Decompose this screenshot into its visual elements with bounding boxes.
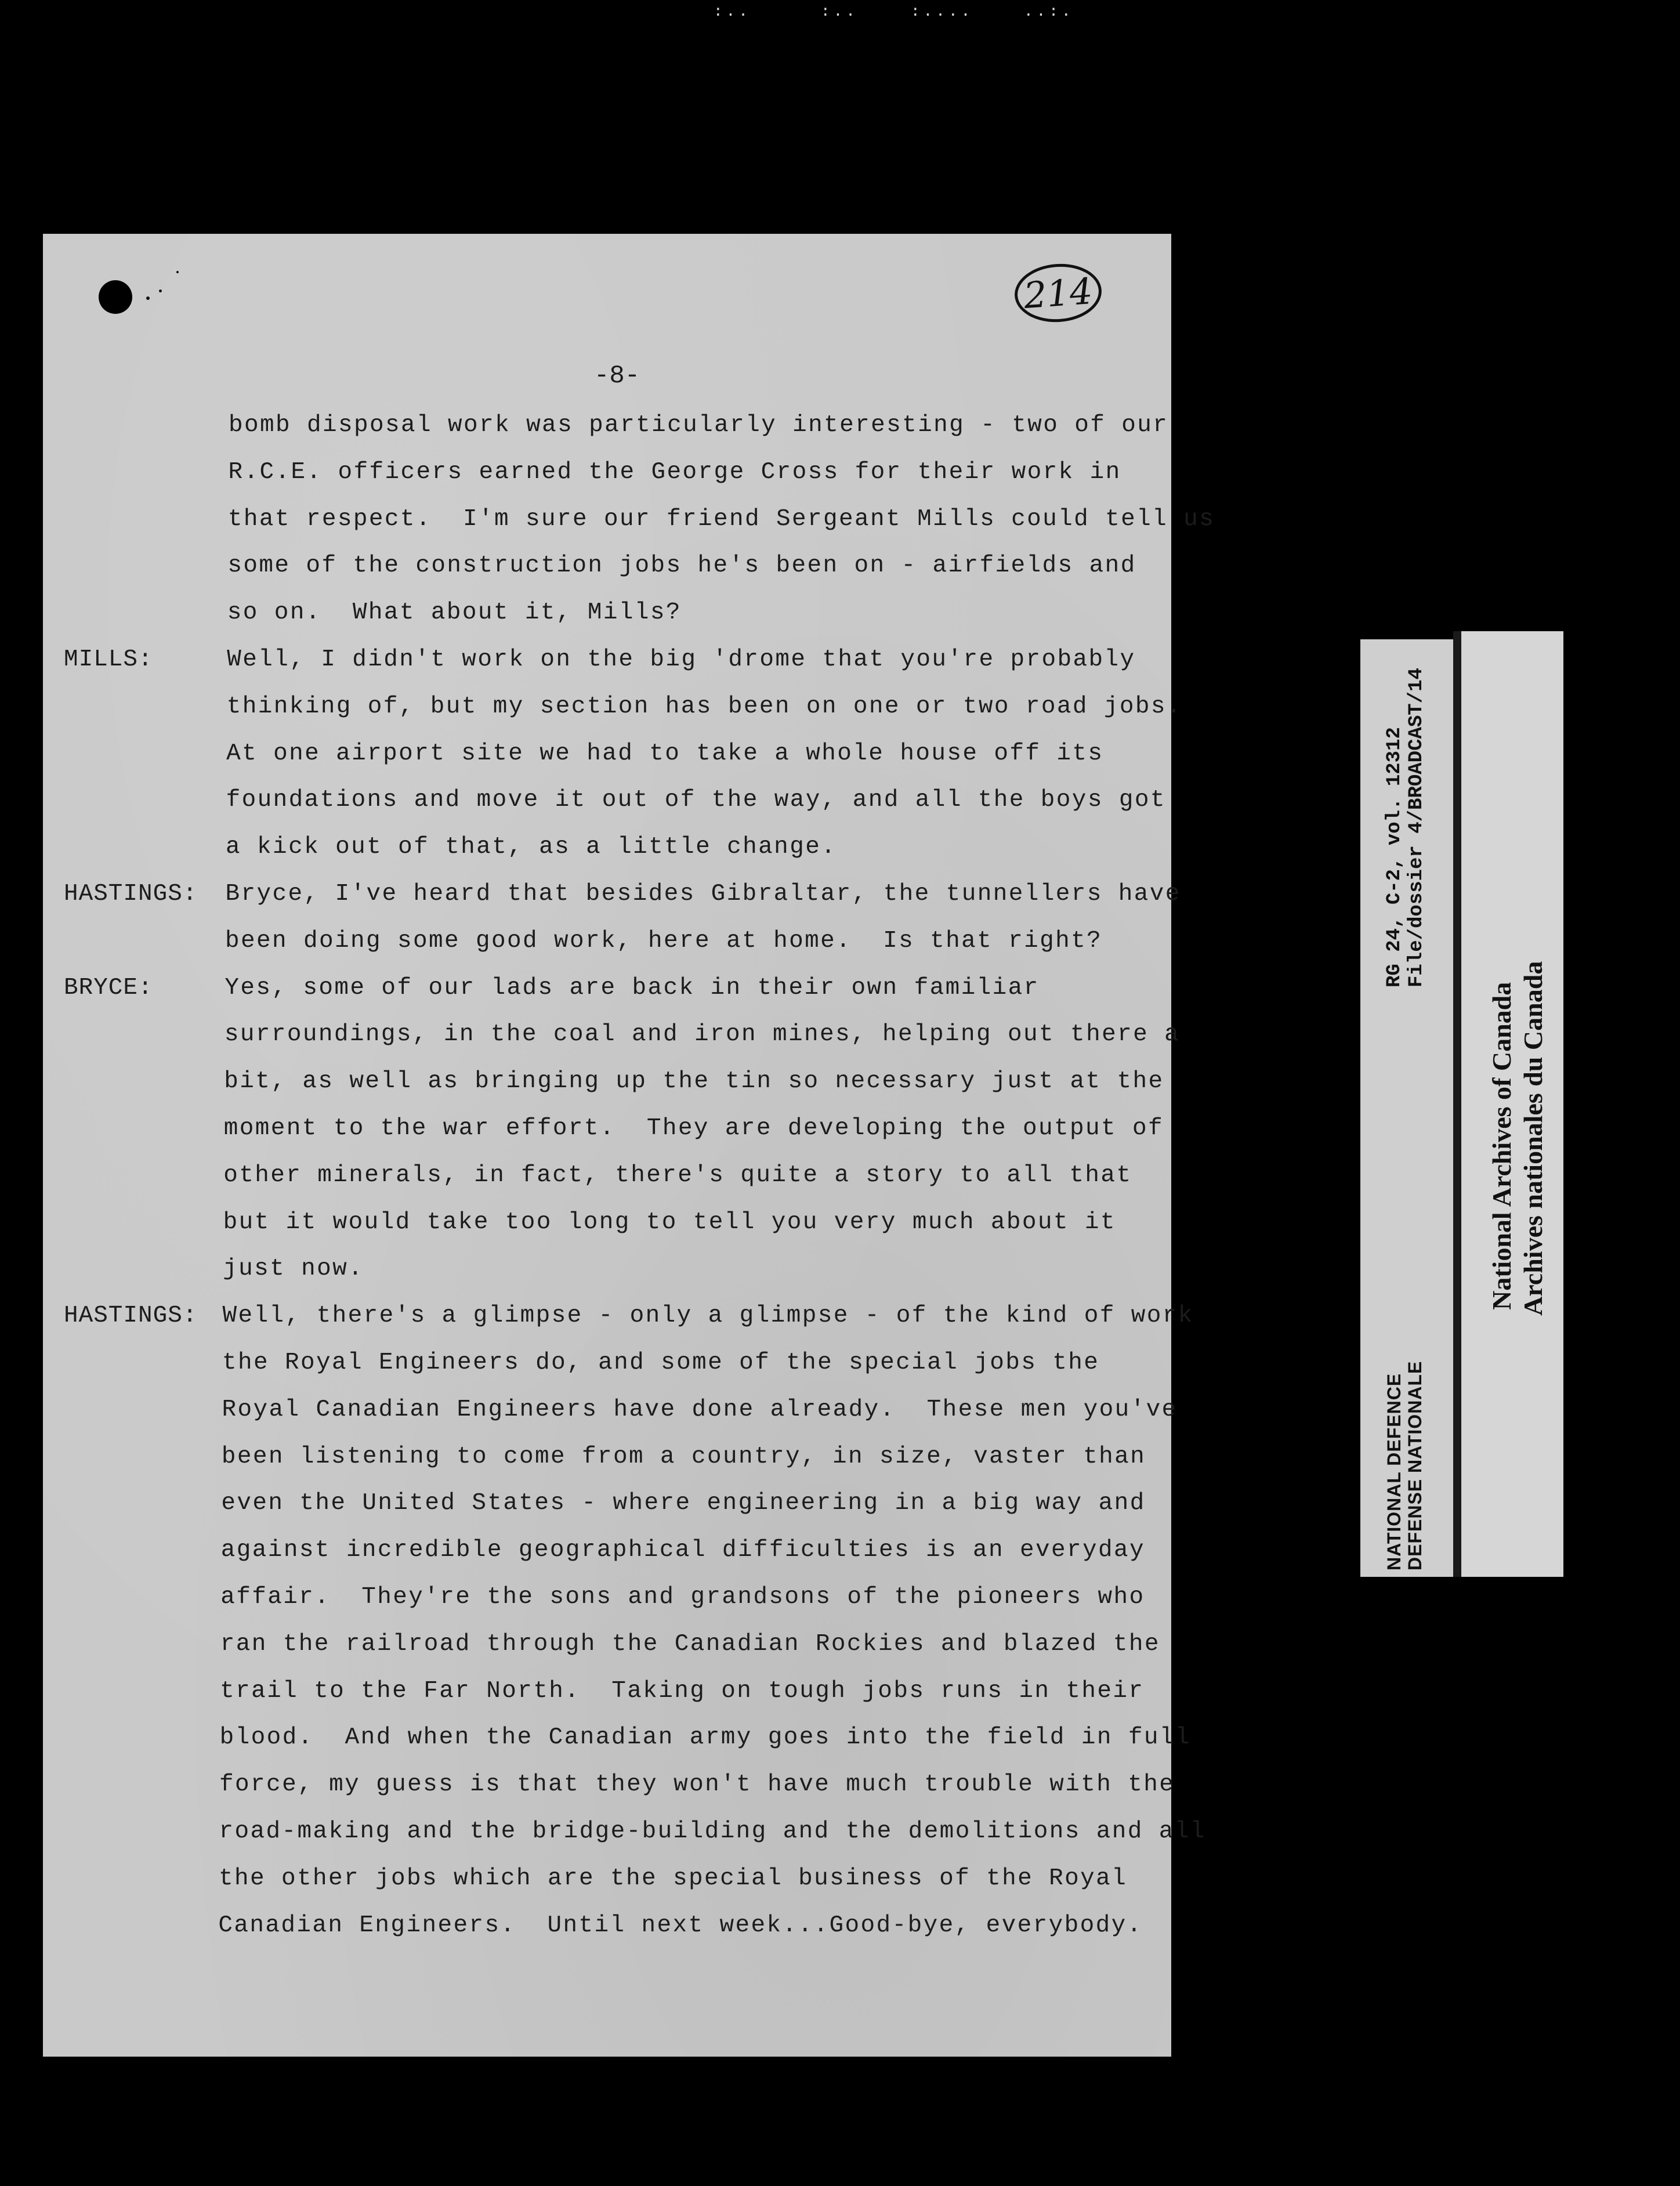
line-text: moment to the war effort. They are developing the output of — [223, 1115, 1164, 1142]
stamp-department-line-1: NATIONAL DEFENCE — [1384, 1373, 1404, 1570]
line-text: ran the railroad through the Canadian Rockies and blazed the — [220, 1630, 1160, 1657]
stamp-archive-en: National Archives of Canada — [1487, 982, 1516, 1310]
stamp-archive-panel — [1453, 631, 1563, 1577]
speaker-label: HASTINGS: — [64, 1302, 198, 1330]
speaker-label: HASTINGS: — [64, 881, 198, 907]
speaker-label: BRYCE: — [64, 974, 153, 1001]
speaker-label: MILLS: — [64, 646, 153, 673]
folio-number: 214 — [1013, 261, 1104, 325]
speck — [159, 289, 162, 292]
document-page — [43, 234, 1215, 2057]
line-text: Well, I didn't work on the big 'drome that you're probably — [227, 646, 1136, 673]
stamp-reference-line-1: RG 24, C-2, vol. 12312 — [1384, 727, 1406, 987]
film-mark-3: :.... — [911, 2, 974, 20]
line-text: Well, there's a glimpse - only a glimpse - of the kind of work — [222, 1302, 1194, 1330]
film-mark-4: ..:. — [1024, 2, 1074, 20]
film-mark-2: :.. — [821, 2, 859, 20]
line-text: other minerals, in fact, there's quite a story to all that — [223, 1161, 1132, 1189]
line-text: the other jobs which are the special business of the Royal — [218, 1865, 1128, 1892]
line-text: Yes, some of our lads are back in their own familiar — [225, 974, 1040, 1001]
line-text: but it would take too long to tell you very much about it — [223, 1208, 1116, 1236]
stamp-archive-fr: Archives nationales du Canada — [1518, 961, 1548, 1316]
line-text: surroundings, in the coal and iron mines, helping out there a — [224, 1021, 1181, 1048]
line-text: bomb disposal work was particularly interesting - two of our — [229, 412, 1169, 439]
line-text: Bryce, I've heard that besides Gibraltar, the tunnellers have — [225, 881, 1181, 907]
line-text: been doing some good work, here at home. Is that right? — [225, 927, 1103, 954]
punch-hole — [99, 280, 132, 314]
stamp-reference-line-2: File/dossier 4/BROADCAST/14 — [1406, 668, 1428, 987]
stamp-reference-panel — [1360, 639, 1456, 1577]
line-text: affair. They're the sons and grandsons of the pioneers who — [220, 1584, 1145, 1610]
archive-stamp — [1360, 631, 1563, 1577]
line-text: even the United States - where engineering in a big way and — [221, 1490, 1146, 1517]
line-text: Royal Canadian Engineers have done already. These men you've — [222, 1396, 1178, 1423]
line-text: R.C.E. officers earned the George Cross for their work in — [228, 458, 1121, 486]
speck — [146, 296, 150, 300]
line-text: so on. What about it, Mills? — [227, 599, 682, 627]
line-text: a kick out of that, as a little change. — [226, 834, 837, 861]
line-text: that respect. I'm sure our friend Sergeant Mills could tell us — [227, 505, 1215, 533]
line-text: the Royal Engineers do, and some of the special jobs the — [222, 1349, 1100, 1376]
line-text: Canadian Engineers. Until next week...Good-bye, everybody. — [218, 1912, 1143, 1939]
line-text: been listening to come from a country, in size, vaster than — [221, 1443, 1146, 1470]
line-text: thinking of, but my section has been on one or two road jobs. — [226, 693, 1182, 720]
line-text: blood. And when the Canadian army goes into the field in full — [219, 1724, 1191, 1751]
film-mark-1: :.. — [714, 2, 751, 20]
stamp-department-line-2: DEFENSE NATIONALE — [1404, 1360, 1425, 1570]
line-text: just now. — [223, 1255, 364, 1283]
line-text: trail to the Far North. Taking on tough jobs runs in their — [220, 1677, 1145, 1704]
line-text: foundations and move it out of the way, and all the boys got — [226, 787, 1166, 814]
line-text: force, my guess is that they won't have much trouble with the — [219, 1771, 1175, 1798]
line-text: bit, as well as bringing up the tin so necessary just at the — [224, 1068, 1164, 1095]
line-text: road-making and the bridge-building and the demolitions and all — [219, 1818, 1206, 1845]
line-text: At one airport site we had to take a whole house off its — [226, 740, 1104, 767]
page-number: -8- — [594, 361, 640, 390]
line-text: some of the construction jobs he's been on - airfields and — [227, 552, 1136, 580]
speck — [176, 271, 179, 273]
line-text: against incredible geographical difficulties is an everyday — [220, 1537, 1146, 1564]
